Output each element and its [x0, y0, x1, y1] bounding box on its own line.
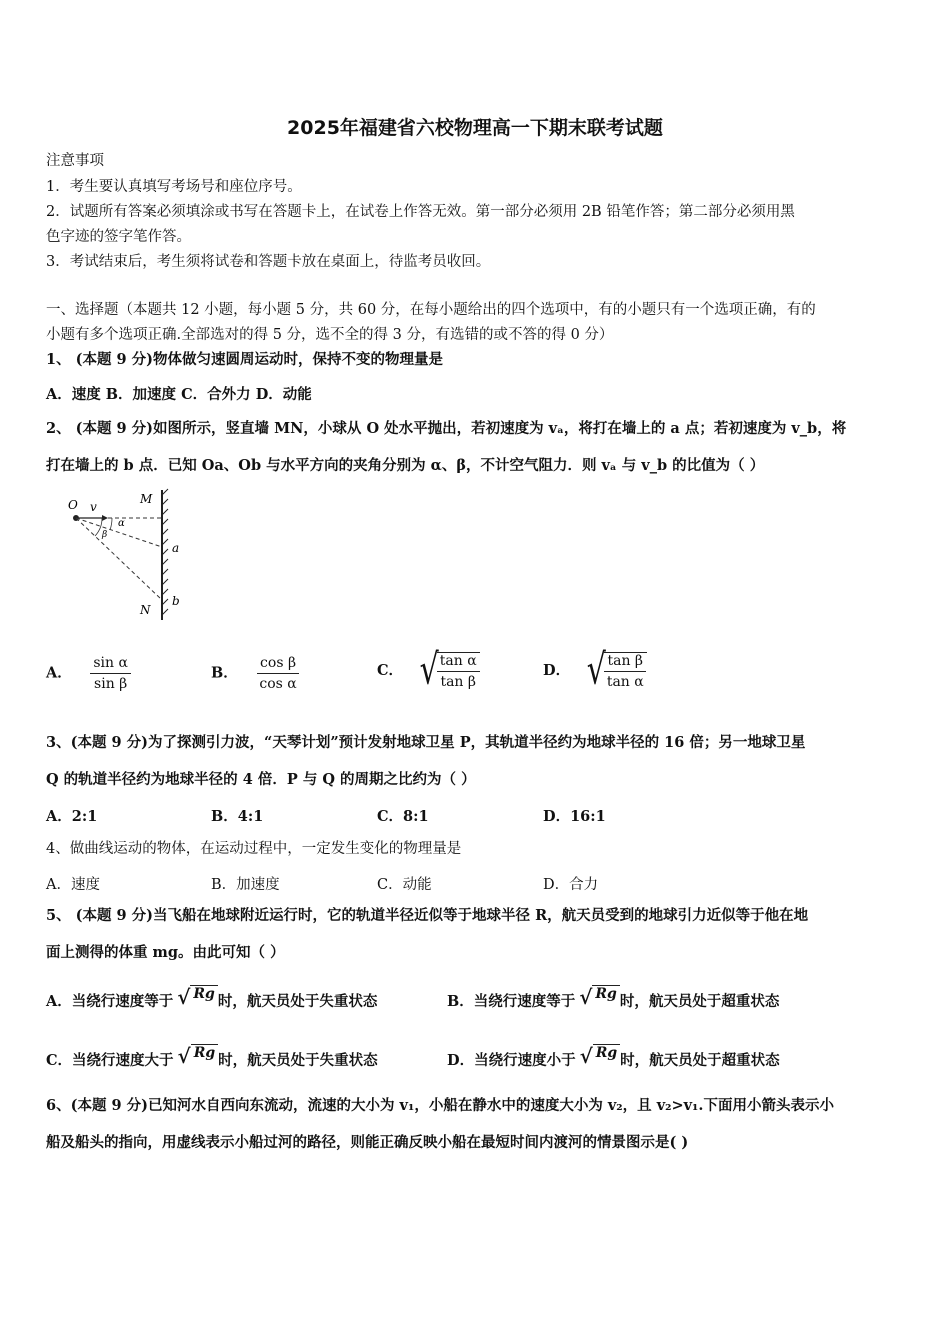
- q2-option-c-den: tan β: [440, 674, 476, 690]
- label-alpha: α: [118, 518, 125, 529]
- q3-option-b: B．4:1: [211, 808, 264, 825]
- q2-option-d-num: tan β: [604, 653, 646, 672]
- q2-option-c-fraction: [437, 653, 480, 690]
- q4-stem: 4、做曲线运动的物体，在运动过程中，一定发生变化的物理量是: [46, 841, 462, 857]
- q6-stem-line1: 6、(本题 9 分)已知河水自西向东流动，流速的大小为 v₁，小船在静水中的速度大小为 v₂，且 v₂>v₁.下面用小箭头表示小: [46, 1097, 834, 1114]
- q5-option-c-pre: C．当绕行速度大于: [46, 1052, 174, 1069]
- q1-stem: 1、 (本题 9 分)物体做匀速圆周运动时，保持不变的物理量是: [46, 351, 444, 368]
- q3-option-a: A．2:1: [46, 808, 98, 825]
- q2-option-d-den: tan α: [606, 674, 644, 690]
- label-b: b: [172, 594, 180, 608]
- q4-option-b: B．加速度: [211, 877, 280, 893]
- notice-item-2-cont: 色字迹的签字笔作答。: [46, 229, 191, 245]
- q2-option-a-num: sin α: [90, 655, 131, 674]
- label-n: N: [140, 603, 151, 617]
- q5-option-d-post: 时，航天员处于超重状态: [620, 1052, 780, 1069]
- q2-option-a-label: A．: [46, 664, 72, 682]
- beta-arc: [95, 518, 102, 536]
- q5-option-d-rg: Rg: [593, 1044, 620, 1061]
- q5-option-d: D．当绕行速度小于 √ Rg 时，航天员处于超重状态: [447, 1044, 780, 1069]
- q2-option-c: [377, 645, 480, 695]
- q5-option-a-pre: A．当绕行速度等于: [46, 993, 174, 1010]
- q2-option-c-num: tan α: [437, 653, 480, 672]
- velocity-arrowhead: [102, 515, 108, 521]
- q2-option-b-den: cos α: [259, 676, 297, 692]
- q2-option-c-label: C．: [377, 662, 404, 679]
- q5-stem-line2: 面上测得的体重 mg。由此可知（ ）: [46, 944, 285, 961]
- q5-option-d-pre: D．当绕行速度小于: [447, 1052, 576, 1069]
- q1-options: A．速度 B．加速度 C．合外力 D．动能: [46, 386, 312, 403]
- q2-option-b: [211, 655, 300, 692]
- q5-option-b-rg: Rg: [592, 985, 619, 1002]
- section-heading-line2: 小题有多个选项正确.全部选对的得 5 分，选不全的得 3 分，有选错的或不答的得 0 分）: [46, 327, 614, 343]
- q2-option-a: [46, 655, 131, 692]
- q2-option-d-label: D．: [543, 662, 571, 679]
- q5-option-c: C．当绕行速度大于 √ Rg 时，航天员处于失重状态: [46, 1044, 378, 1069]
- notice-heading: 注意事项: [46, 153, 104, 169]
- q2-option-b-label: B．: [211, 664, 238, 682]
- q5-option-a-post: 时，航天员处于失重状态: [217, 993, 378, 1010]
- q2-option-b-fraction: [256, 655, 299, 692]
- q4-option-a: A．速度: [46, 877, 100, 893]
- label-a: a: [172, 541, 180, 555]
- label-v: v: [90, 500, 97, 514]
- q2-stem-line1: 2、 (本题 9 分)如图所示，竖直墙 MN，小球从 O 处水平抛出，若初速度为 vₐ，将打在墙上的 a 点；若初速度为 v_b，将: [46, 420, 847, 437]
- q5-stem-line1: 5、 (本题 9 分)当飞船在地球附近运行时，它的轨道半径近似等于地球半径 R，航天员受到的地球引力近似等于他在地: [46, 907, 809, 924]
- q2-option-b-num: cos β: [257, 655, 299, 674]
- line-ob: [76, 518, 162, 600]
- q2-option-d: [543, 645, 647, 695]
- notice-item-1: 1．考生要认真填写考场号和座位序号。: [46, 179, 302, 195]
- q5-option-b-pre: B．当绕行速度等于: [447, 993, 576, 1010]
- q2-option-d-sqrt: √ $\frac{\text{tan β}}{\text{tan α}}$: [587, 652, 647, 690]
- label-m: M: [140, 492, 153, 506]
- q3-stem-line2: Q 的轨道半径约为地球半径的 4 倍．P 与 Q 的周期之比约为（ ）: [46, 771, 476, 788]
- q2-option-a-den: sin β: [94, 676, 128, 692]
- page-title: 2025年福建省六校物理高一下期末联考试题: [287, 117, 663, 139]
- q2-option-d-fraction: [604, 653, 647, 690]
- q5-option-c-post: 时，航天员处于失重状态: [218, 1052, 378, 1069]
- projectile-wall-figure: [62, 485, 192, 625]
- q2-option-a-fraction: [90, 655, 131, 692]
- q4-option-d: D．合力: [543, 877, 599, 893]
- q5-option-c-rg: Rg: [191, 1044, 218, 1061]
- q2-stem-line2: 打在墙上的 b 点．已知 Oa、Ob 与水平方向的夹角分别为 α、β，不计空气阻力．则 vₐ 与 v_b 的比值为（ ）: [46, 457, 765, 474]
- section-heading-line1: 一、选择题（本题共 12 小题，每小题 5 分，共 60 分，在每小题给出的四个选项中，有的小题只有一个选项正确，有的: [46, 302, 816, 318]
- q5-option-a-rg: Rg: [190, 985, 217, 1002]
- q2-option-c-sqrt: √ $\frac{\text{tan α}}{\text{tan β}}$: [420, 652, 480, 690]
- label-beta: β: [102, 530, 108, 540]
- label-o: O: [68, 498, 78, 512]
- q3-option-c: C．8:1: [377, 808, 429, 825]
- alpha-arc: [110, 518, 112, 530]
- q5-option-b: B．当绕行速度等于 √ Rg 时，航天员处于超重状态: [447, 985, 780, 1010]
- q4-option-c: C．动能: [377, 877, 432, 893]
- notice-item-3: 3．考试结束后，考生须将试卷和答题卡放在桌面上，待监考员收回。: [46, 254, 491, 270]
- q3-stem-line1: 3、(本题 9 分)为了探测引力波，“天琴计划”预计发射地球卫星 P，其轨道半径约为地球半径的 16 倍；另一地球卫星: [46, 734, 806, 751]
- q5-option-a: A．当绕行速度等于 √ Rg 时，航天员处于失重状态: [46, 985, 378, 1010]
- q5-option-b-post: 时，航天员处于超重状态: [619, 993, 780, 1010]
- notice-item-2: 2．试题所有答案必须填涂或书写在答题卡上，在试卷上作答无效。第一部分必须用 2B 铅笔作答；第二部分必须用黑: [46, 204, 795, 220]
- q3-option-d: D．16:1: [543, 808, 606, 825]
- q6-stem-line2: 船及船头的指向，用虚线表示小船过河的路径，则能正确反映小船在最短时间内渡河的情景图示是( ): [46, 1134, 689, 1151]
